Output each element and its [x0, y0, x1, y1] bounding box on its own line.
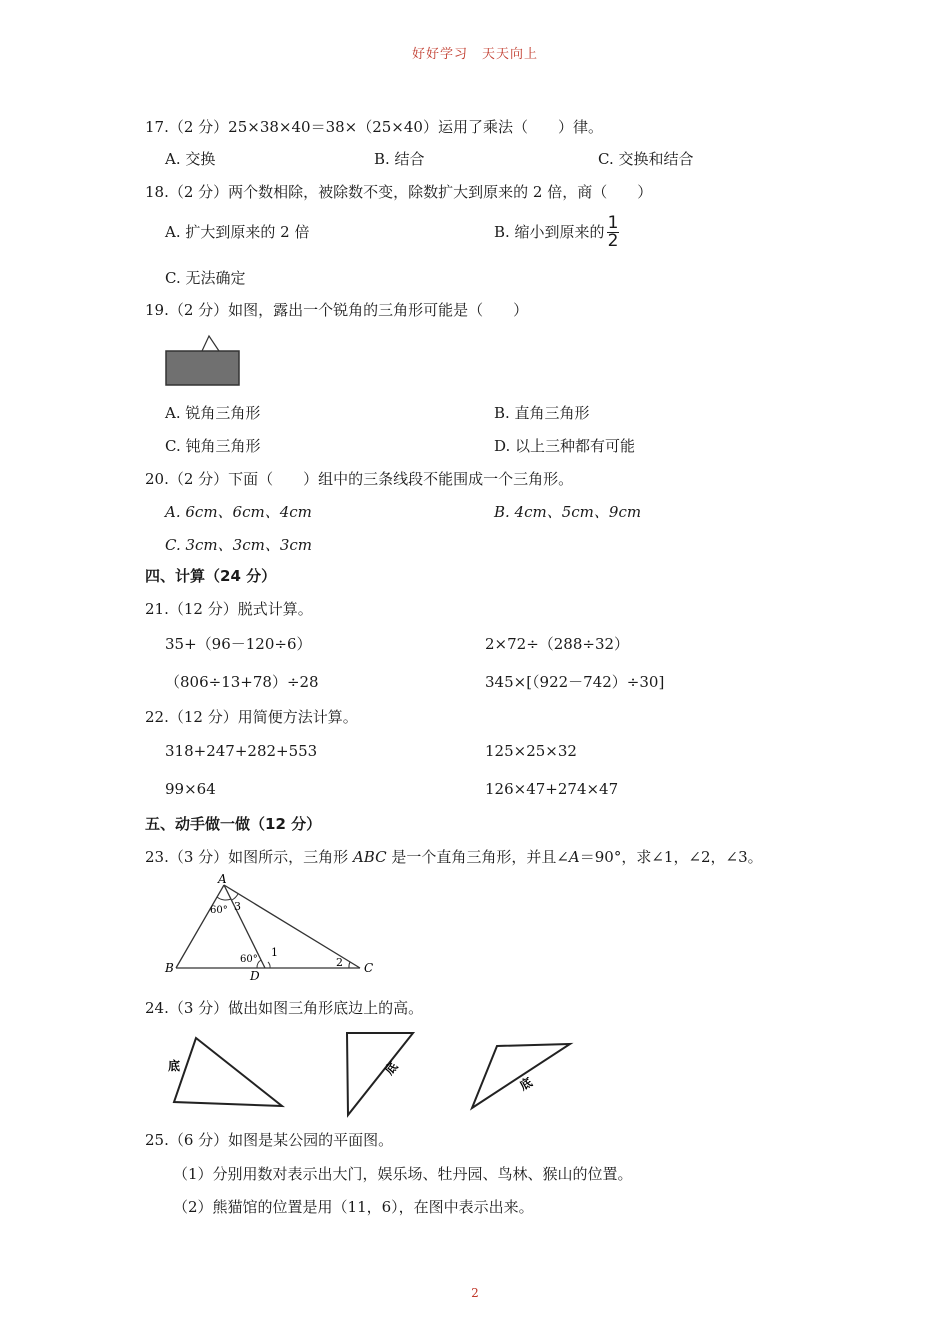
q22-item-1: 318+247+282+553 — [165, 742, 318, 760]
fraction-denominator: 2 — [607, 230, 619, 251]
q18-option-b — [494, 212, 619, 252]
q23-triangle-figure — [160, 870, 385, 980]
q21-item-1: 35+（96－120÷6） — [165, 635, 312, 653]
fraction-one-half — [607, 212, 620, 251]
vertex-d-label: D — [250, 969, 260, 980]
angle-1-label: 1 — [271, 946, 278, 959]
q22-item-3: 99×64 — [165, 780, 216, 798]
q25-stem: 25.（6 分）如图是某公园的平面图。 — [145, 1131, 394, 1149]
fraction-numerator: 1 — [607, 212, 619, 233]
q23-stem-abc: ABC — [352, 848, 387, 866]
section-5-title: 五、动手做一做（12 分） — [145, 815, 322, 833]
q21-item-2: 2×72÷（288÷32） — [485, 635, 630, 653]
triangle-2-base-label: 底 — [382, 1059, 401, 1078]
vertex-c-label: C — [364, 961, 374, 975]
q25-part-1: （1）分别用数对表示出大门，娱乐场、牡丹园、鸟林、猴山的位置。 — [173, 1165, 633, 1183]
q20-stem: 20.（2 分）下面（ ）组中的三条线段不能围成一个三角形。 — [145, 470, 574, 488]
q17-stem: 17.（2 分）25×38×40＝38×（25×40）运用了乘法（ ）律。 — [145, 118, 603, 136]
q22-item-4: 126×47+274×47 — [485, 780, 619, 798]
q21-item-4: 345×[（922－742）÷30] — [485, 673, 665, 691]
q23-stem-suffix: ＝90°，求∠1，∠2，∠3。 — [579, 848, 763, 866]
q21-item-3: （806÷13+78）÷28 — [165, 673, 319, 691]
angle-60-bottom-label: 60° — [240, 954, 258, 965]
q25-part-2: （2）熊猫馆的位置是用（11，6），在图中表示出来。 — [173, 1198, 534, 1216]
q20-option-c: C. 3cm、3cm、3cm — [165, 536, 312, 554]
q22-stem: 22.（12 分）用简便方法计算。 — [145, 708, 358, 726]
q17-option-c: C. 交换和结合 — [598, 150, 694, 168]
q19-option-a: A. 锐角三角形 — [165, 404, 261, 422]
q19-hidden-triangle-figure — [164, 333, 242, 389]
q18-option-a: A. 扩大到原来的 2 倍 — [165, 223, 310, 241]
q24-stem: 24.（3 分）做出如图三角形底边上的高。 — [145, 999, 424, 1017]
vertex-a-label: A — [218, 872, 227, 886]
q23-stem — [145, 847, 763, 867]
angle-3-label: 3 — [234, 900, 241, 913]
angle-60-top-label: 60° — [210, 905, 228, 916]
q23-stem-a: A — [568, 848, 580, 866]
angle-2-label: 2 — [336, 956, 343, 969]
q19-option-b: B. 直角三角形 — [494, 404, 590, 422]
page-header: 好好学习 天天向上 — [411, 47, 538, 62]
q17-option-a: A. 交换 — [165, 150, 216, 168]
q18-stem: 18.（2 分）两个数相除，被除数不变，除数扩大到原来的 2 倍，商（ ） — [145, 183, 653, 201]
q20-option-b: B. 4cm、5cm、9cm — [494, 503, 642, 521]
q22-item-2: 125×25×32 — [485, 742, 577, 760]
vertex-b-label: B — [165, 961, 174, 975]
triangle-3-base-label: 底 — [517, 1074, 535, 1094]
q24-triangles-figure — [160, 1030, 590, 1122]
q19-option-c: C. 钝角三角形 — [165, 437, 261, 455]
section-4-title: 四、计算（24 分） — [145, 567, 277, 585]
q18-option-b-text: B. 缩小到原来的 — [494, 223, 605, 241]
q23-stem-prefix: 23.（3 分）如图所示，三角形 — [145, 848, 353, 866]
q17-option-b: B. 结合 — [374, 150, 425, 168]
q19-option-d: D. 以上三种都有可能 — [494, 437, 636, 455]
triangle-1-base-label: 底 — [168, 1059, 181, 1073]
q23-stem-mid: 是一个直角三角形，并且∠ — [386, 848, 569, 866]
q19-stem: 19.（2 分）如图，露出一个锐角的三角形可能是（ ） — [145, 301, 529, 319]
q21-stem: 21.（12 分）脱式计算。 — [145, 600, 313, 618]
page-number: 2 — [471, 1286, 479, 1300]
q20-option-a: A. 6cm、6cm、4cm — [165, 503, 312, 521]
q18-option-c: C. 无法确定 — [165, 269, 246, 287]
